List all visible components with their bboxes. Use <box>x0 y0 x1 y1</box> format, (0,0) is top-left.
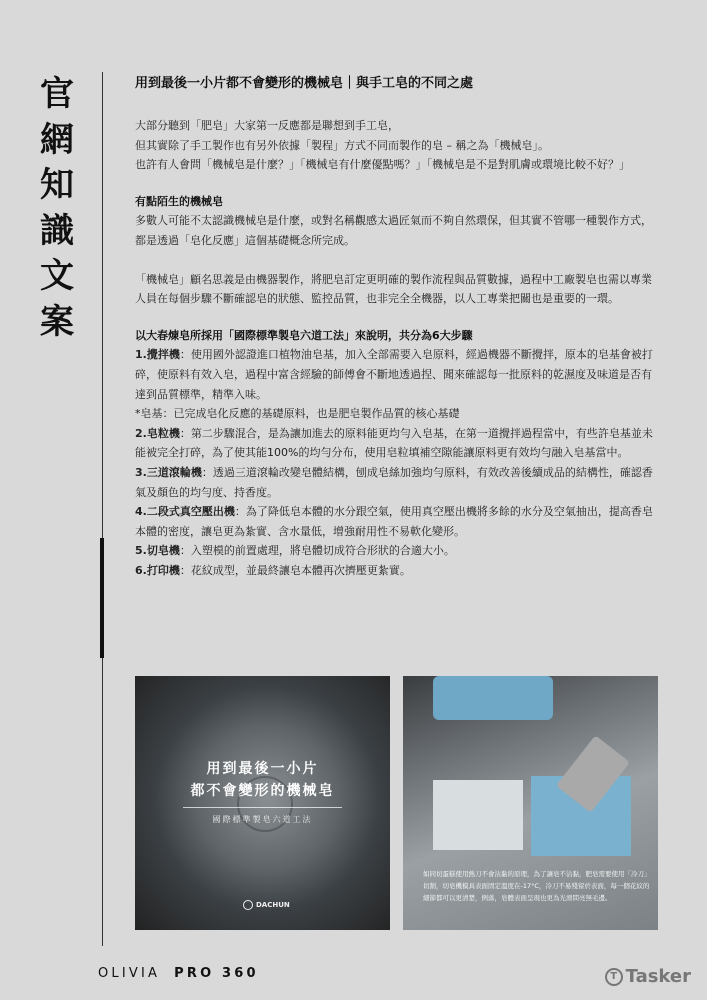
soap-cutter-photo <box>403 676 658 930</box>
intro-paragraph <box>135 116 660 175</box>
step-note <box>135 404 660 424</box>
side-title <box>40 72 74 345</box>
section-title: 以大春煉皂所採用「國際標準製皂六道工法」來說明，共分為6大步驟 <box>135 328 473 342</box>
vertical-divider-accent <box>100 538 104 658</box>
step-item <box>135 541 660 561</box>
side-title-char: 知 <box>40 165 74 205</box>
photo-caption: 如同切蛋糕使用熱刀不會沾黏的原理，為了讓皂不沾黏，肥皂需要使用「冷刀」切割，切皂機模具表面固定溫度在-17°C，冷刀不易殘留於表面，每一個花紋的細節都可以更清楚，例落，皂體表面呈現也更為光滑問亮無毛邊。 <box>423 870 651 902</box>
side-title-char: 文 <box>40 256 74 296</box>
step-item <box>135 345 660 404</box>
section-title: 有點陌生的機械皂 <box>135 194 223 208</box>
footer-brand-right: PRO 360 <box>174 966 259 981</box>
step-item <box>135 502 660 541</box>
step-label: 2.皂粒機 <box>135 426 180 440</box>
step-item <box>135 463 660 502</box>
side-title-char: 案 <box>40 301 74 342</box>
step-label: 5.切皂機 <box>135 544 180 558</box>
photo-overlay-title <box>135 758 390 802</box>
side-title-char: 官 <box>40 74 74 114</box>
intro-line: 大部分聽到「肥皂」大家第一反應都是聯想到手工皂， <box>135 119 399 132</box>
photo-strip <box>135 676 658 930</box>
step-label: 4.二段式真空壓出機 <box>135 505 235 519</box>
step-text: *皂基：已完成皂化反應的基礎原料，也是肥皂製作品質的核心基礎 <box>135 407 460 421</box>
side-title-char: 識 <box>40 210 74 251</box>
step-text: ：第二步驟混合，是為讓加進去的原料能更均勻入皂基，在第一道攪拌過程當中，有些許皂基並未能被完全打碎，為了使其能100%的均勻分布，使用皂粒填補空隙能讓原料更有效均勻融入皂基當中。 <box>135 426 653 460</box>
footer-brand <box>98 966 259 981</box>
soap-bar-image <box>433 780 523 850</box>
footer-brand-left: OLIVIA <box>98 966 161 981</box>
article-content <box>135 74 660 580</box>
side-title-char: 網 <box>40 119 74 160</box>
intro-line: 也許有人會問「機械皂是什麼？」「機械皂有什麼優點嗎？」「機械皂是不是對肌膚或環境比較不好？」 <box>135 158 630 172</box>
steps-list <box>135 345 660 580</box>
step-label: 1.攪拌機 <box>135 348 180 362</box>
intro-line: 但其實除了手工製作也有另外依據「製程」方式不同而製作的皂 – 稱之為「機械皂」。 <box>135 138 549 152</box>
step-text: ：為了降低皂本體的水分跟空氣，使用真空壓出機將多餘的水分及空氣抽出，提高香皂本體的密度，讓皂更為紮實、含水量低，增強耐用性不易軟化變形。 <box>135 505 653 538</box>
step-text: ：透過三道滾輪改變皂體結構，刨成皂絲加強均勻原料，有效改善後續成品的結構性，確認香氣及顏色的均勻度、持香度。 <box>135 465 653 499</box>
step-text: ：花紋成型，並最終讓皂本體再次擠壓更紮實。 <box>179 563 411 577</box>
brand-name: DACHUN <box>256 901 290 909</box>
step-label: 6.打印機 <box>135 563 180 577</box>
step-label: 3.三道滾輪機 <box>135 465 202 479</box>
vertical-divider <box>102 72 103 946</box>
watermark-logo-text: Tasker <box>625 966 691 987</box>
photo-title-line: 都不會變形的機械皂 <box>190 783 335 799</box>
step-item <box>135 424 660 463</box>
step-item <box>135 561 660 581</box>
article-heading: 用到最後一小片都不會變形的機械皂｜與手工皂的不同之處 <box>135 76 474 91</box>
soap-mold-photo <box>135 676 390 930</box>
photo-title-line: 用到最後一小片 <box>206 761 319 777</box>
watermark-logo <box>605 966 691 987</box>
tasker-logo-icon: T <box>605 968 623 986</box>
photo-overlay-subtitle: 國際標準製皂六道工法 <box>212 815 313 824</box>
photo-overlay-divider <box>183 807 342 808</box>
soap-bar-image <box>433 676 553 720</box>
section-paragraph: 多數人可能不太認識機械皂是什麼，或對名稱觀感太過匠氣而不夠自然環保，但其實不管哪一種製作方式，都是透過「皂化反應」這個基礎概念所完成。 <box>135 214 652 247</box>
brand-badge <box>243 900 290 910</box>
step-text: ：入塑模的前置處理，將皂體切成符合形狀的合適大小。 <box>179 544 455 558</box>
brand-logo-icon <box>243 900 253 910</box>
step-text: ：使用國外認證進口植物油皂基，加入全部需要入皂原料，經過機器不斷攪拌，原本的皂基會被打碎，使原料有效入皂，過程中富含經驗的師傅會不斷地透過捏、聞來確認每一批原料的乾濕度及味道是否有達到品質標準，精準入味。 <box>135 348 653 401</box>
section-paragraph: 「機械皂」顧名思義是由機器製作，將肥皂訂定更明確的製作流程與品質數據，過程中工廠製皂也需以專業人員在每個步驟不斷確認皂的狀態、監控品質，也非完全全機器，以人工專業把關也是重要的一環。 <box>135 272 652 306</box>
